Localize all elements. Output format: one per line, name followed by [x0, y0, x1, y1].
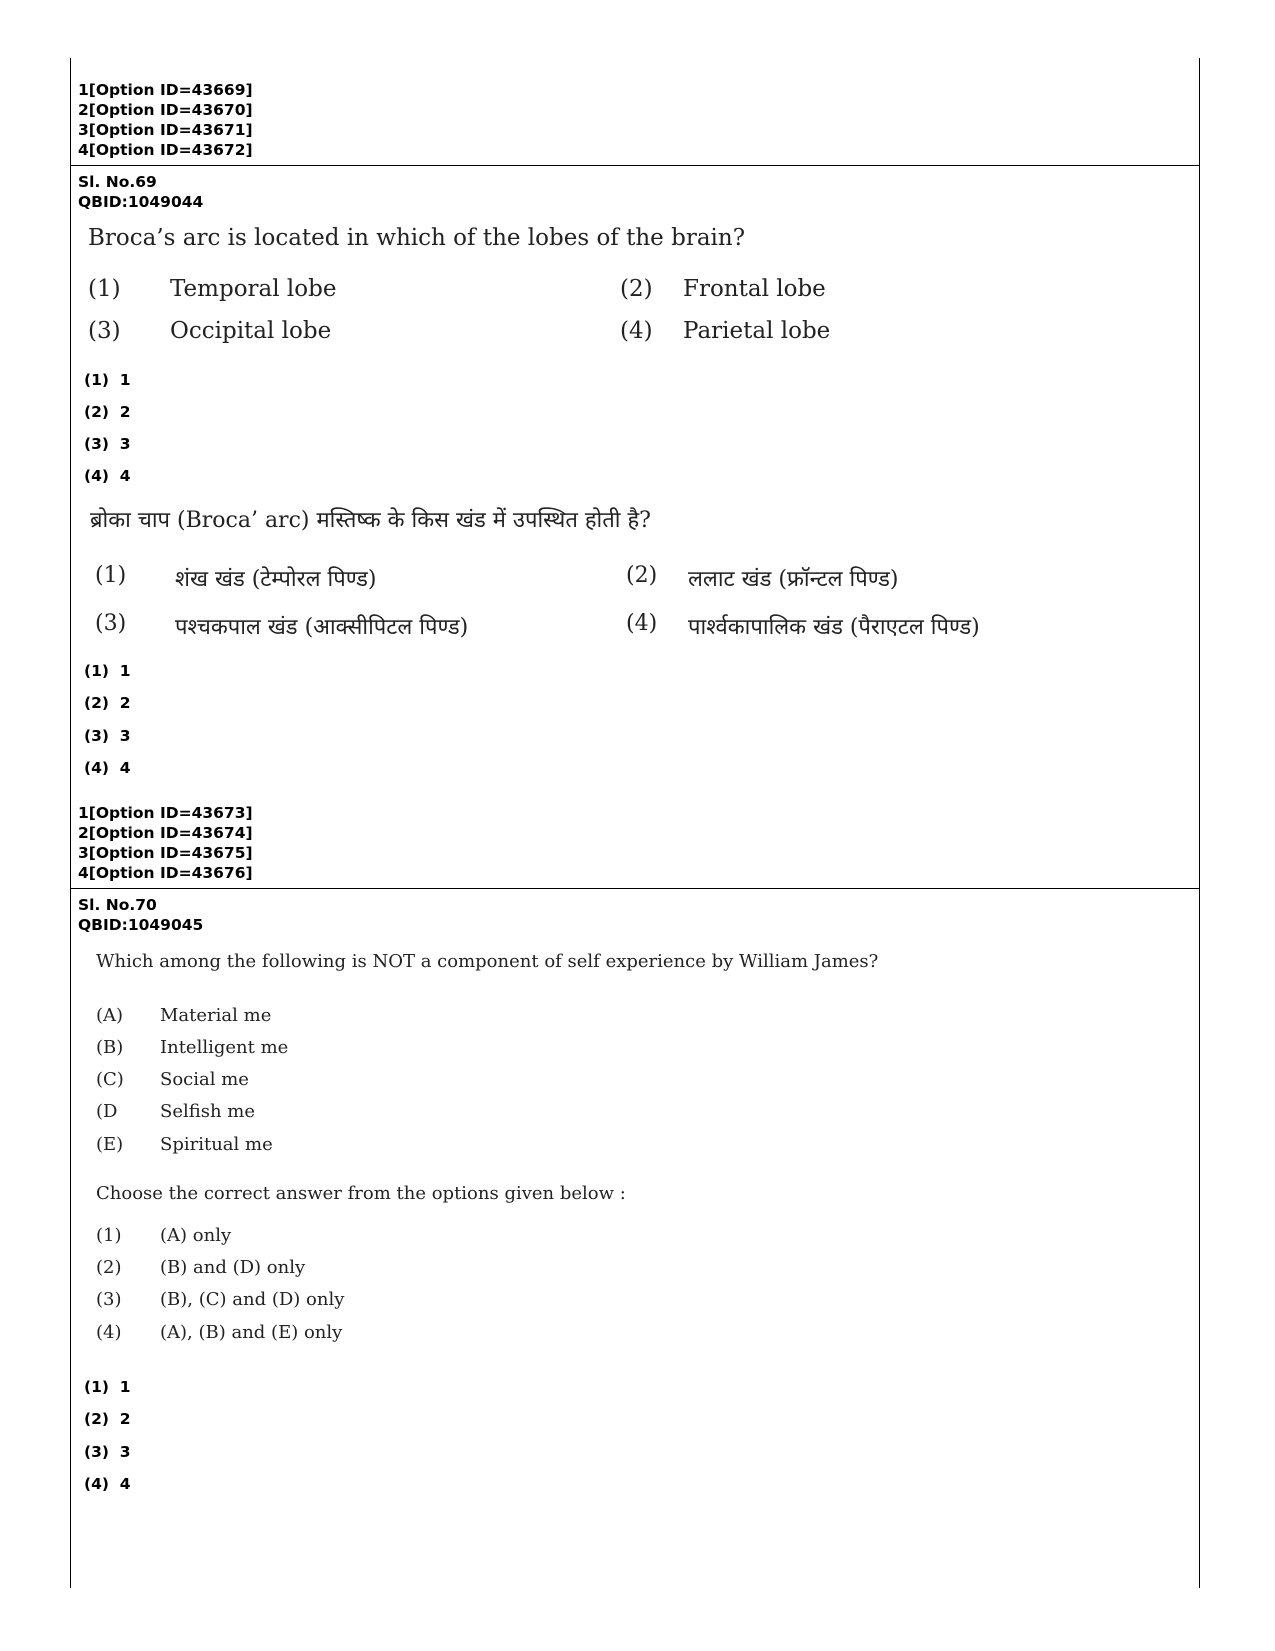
answer-choice: (1) 1 [84, 371, 131, 389]
answer-choice: (2) 2 [84, 1410, 131, 1428]
q70-item-text: Selfish me [160, 1101, 256, 1122]
q70-option-num: (2) [96, 1257, 122, 1278]
q70-item-label: (B) [96, 1037, 124, 1058]
answer-choice: (3) 3 [84, 1443, 131, 1461]
q70-header [78, 895, 203, 935]
q70-item-label: (E) [96, 1134, 124, 1155]
q69-option-ids [78, 803, 253, 883]
answer-choice: (1) 1 [84, 662, 131, 680]
q69-option-num: (4) [620, 318, 653, 344]
q70-option-num: (4) [96, 1322, 122, 1343]
q69-option-num-hi: (2) [626, 563, 658, 588]
q70-question: Which among the following is NOT a component of self experience by William James? [96, 951, 879, 972]
q70-item-text: Intelligent me [160, 1037, 289, 1058]
q69-option-text-hi: शंख खंड (टेम्पोरल पिण्ड) [175, 567, 377, 592]
q69-option-text: Temporal lobe [170, 276, 337, 302]
page-left-border [70, 58, 71, 1588]
q69-question-en: Broca’s arc is located in which of the lobes of the brain? [88, 225, 746, 251]
q69-option-num-hi: (4) [626, 611, 658, 636]
page-right-border [1199, 58, 1200, 1588]
q69-option-text-hi: पार्श्वकापालिक खंड (पैराएटल पिण्ड) [688, 615, 980, 640]
q69-option-num: (3) [88, 318, 121, 344]
option-id-line: 4[Option ID=43676] [78, 864, 253, 882]
serial-number: Sl. No.69 [78, 173, 157, 191]
q69-option-text: Parietal lobe [683, 318, 831, 344]
answer-choice: (3) 3 [84, 727, 131, 745]
q69-option-num-hi: (3) [95, 611, 127, 636]
option-id-line: 4[Option ID=43672] [78, 141, 253, 159]
q69-option-num: (2) [620, 276, 653, 302]
q70-item-label: (D [96, 1101, 118, 1122]
q69-header [78, 172, 203, 212]
q70-option-text: (A), (B) and (E) only [160, 1322, 343, 1343]
q69-option-text-hi: पश्चकपाल खंड (आक्सीपिटल पिण्ड) [175, 615, 469, 640]
q70-option-text: (A) only [160, 1225, 232, 1246]
q70-instruction: Choose the correct answer from the options given below : [96, 1183, 626, 1204]
q70-item-label: (A) [96, 1005, 124, 1026]
option-id-line: 1[Option ID=43673] [78, 804, 253, 822]
q70-item-text: Spiritual me [160, 1134, 273, 1155]
option-id-line: 1[Option ID=43669] [78, 81, 253, 99]
qbid: QBID:1049044 [78, 193, 204, 211]
q70-item-text: Material me [160, 1005, 272, 1026]
serial-number: Sl. No.70 [78, 896, 157, 914]
q69-option-num-hi: (1) [95, 563, 127, 588]
q70-item-label: (C) [96, 1069, 124, 1090]
q70-option-num: (3) [96, 1289, 122, 1310]
answer-choice: (2) 2 [84, 694, 131, 712]
answer-choice: (1) 1 [84, 1378, 131, 1396]
option-id-line: 2[Option ID=43674] [78, 824, 253, 842]
q70-item-text: Social me [160, 1069, 249, 1090]
q69-option-text-hi: ललाट खंड (फ्रॉन्टल पिण्ड) [688, 567, 899, 592]
q69-option-text: Occipital lobe [170, 318, 332, 344]
top-option-ids [78, 80, 253, 160]
q69-option-num: (1) [88, 276, 121, 302]
option-id-line: 2[Option ID=43670] [78, 101, 253, 119]
answer-choice: (3) 3 [84, 435, 131, 453]
q70-option-text: (B), (C) and (D) only [160, 1289, 345, 1310]
section-divider [70, 165, 1200, 166]
section-divider [70, 888, 1200, 889]
answer-choice: (2) 2 [84, 403, 131, 421]
q69-option-text: Frontal lobe [683, 276, 826, 302]
answer-choice: (4) 4 [84, 759, 131, 777]
q70-option-text: (B) and (D) only [160, 1257, 306, 1278]
answer-choice: (4) 4 [84, 467, 131, 485]
q70-option-num: (1) [96, 1225, 122, 1246]
option-id-line: 3[Option ID=43675] [78, 844, 253, 862]
answer-choice: (4) 4 [84, 1475, 131, 1493]
qbid: QBID:1049045 [78, 916, 204, 934]
q69-question-hi: ब्रोका चाप (Broca’ arc) मस्तिष्क के किस खंड में उपस्थित होती है? [90, 508, 651, 533]
option-id-line: 3[Option ID=43671] [78, 121, 253, 139]
